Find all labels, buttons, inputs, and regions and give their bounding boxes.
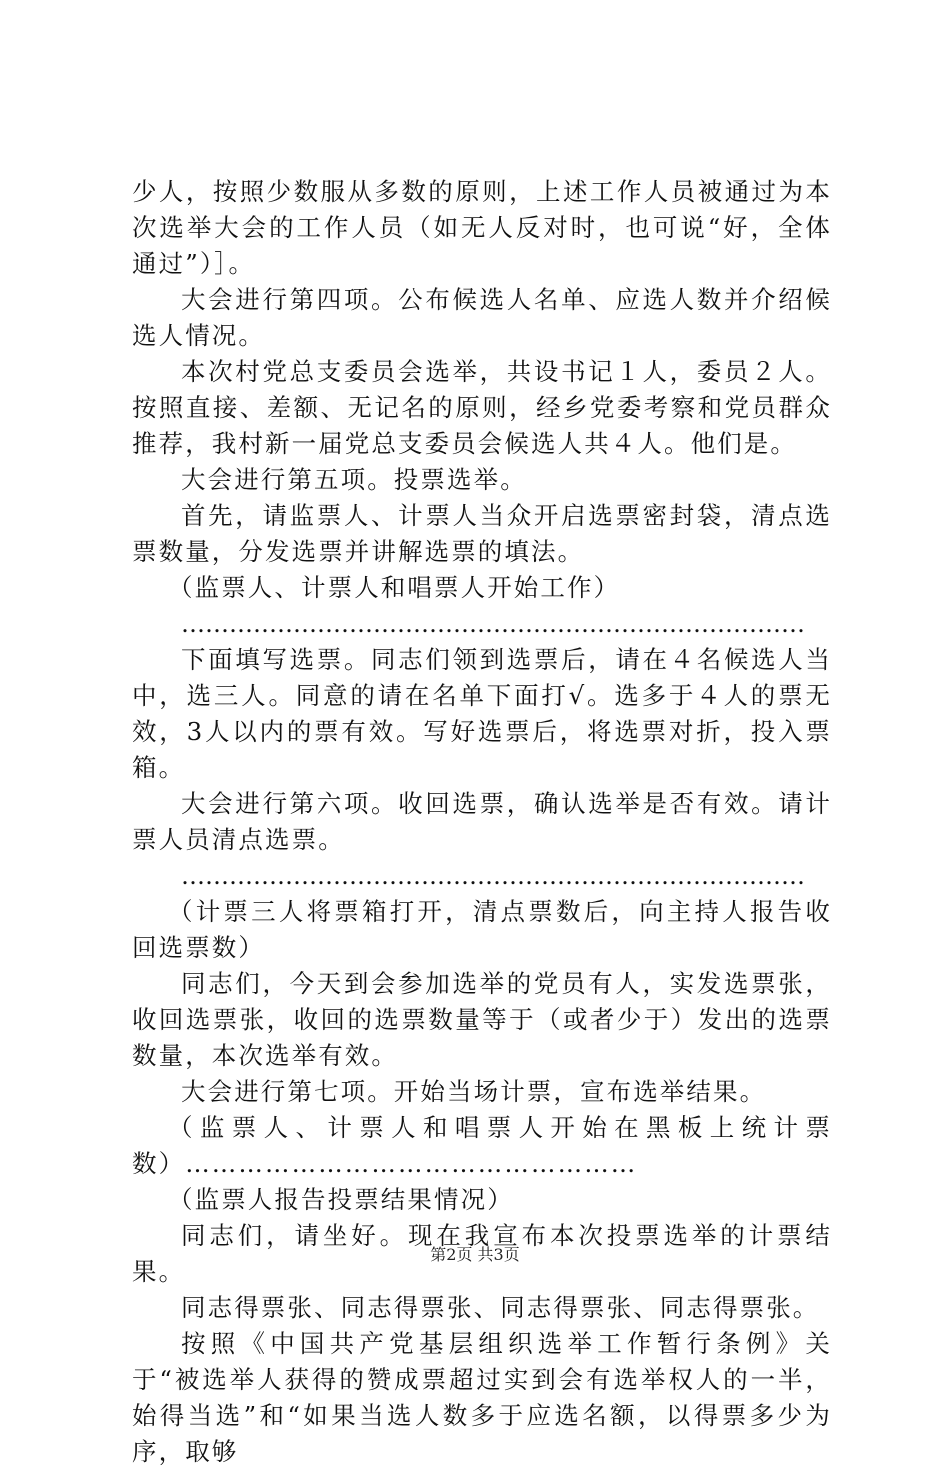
paragraph-9: （计票三人将票箱打开，清点票数后，向主持人报告收回选票数） [132,897,832,962]
page-number-label: 第2页 共3页 [430,1245,520,1264]
paragraph-8: 大会进行第六项。收回选票，确认选举是否有效。请计票人员清点选票。 [132,789,832,854]
paragraph-1: 少人，按照少数服从多数的原则，上述工作人员被通过为本次选举大会的工作人员（如无人反对时，也可说“好，全体通过”）］。 [132,177,832,278]
paragraph-6: （监票人、计票人和唱票人开始工作） [168,573,621,602]
paragraph-3: 本次村党总支委员会选举，共设书记１人，委员２人。按照直接、差额、无记名的原则，经乡党委考察和党员群众推荐，我村新一届党总支委员会候选人共４人。他们是。 [132,357,832,458]
page-footer [0,1244,950,1266]
paragraph-16: 按照《中国共产党基层组织选举工作暂行条例》关于“被选举人获得的赞成票超过实到会有选举权人的一半，始得当选”和“如果当选人数多于应选名额，以得票多少为序，取够 [132,1329,832,1466]
paragraph-10: 同志们，今天到会参加选举的党员有人，实发选票张，收回选票张，收回的选票数量等于（或者少于）发出的选票数量，本次选举有效。 [132,969,832,1070]
paragraph-12: （监票人、计票人和唱票人开始在黑板上统计票数）…………………………………………… [132,1113,832,1178]
paragraph-2: 大会进行第四项。公布候选人名单、应选人数并介绍候选人情况。 [132,285,832,350]
paragraph-14: 同志们，请坐好。现在我宣布本次投票选举的计票结果。 [132,1221,832,1286]
document-body [132,174,832,1470]
paragraph-5: 首先，请监票人、计票人当众开启选票密封袋，清点选票数量，分发选票并讲解选票的填法。 [132,501,832,566]
ellipsis-line-2: …………………………………………………………………… [181,862,805,890]
paragraph-11: 大会进行第七项。开始当场计票，宣布选举结果。 [181,1077,767,1106]
paragraph-7: 下面填写选票。同志们领到选票后，请在４名候选人当中，选三人。同意的请在名单下面打√。选多于４人的票无效，3人以内的票有效。写好选票后，将选票对折，投入票箱。 [132,645,832,782]
paragraph-4: 大会进行第五项。投票选举。 [181,465,527,494]
ellipsis-line-1: …………………………………………………………………… [181,610,805,638]
paragraph-15: 同志得票张、同志得票张、同志得票张、同志得票张。 [181,1293,820,1322]
paragraph-13: （监票人报告投票结果情况） [168,1185,514,1214]
